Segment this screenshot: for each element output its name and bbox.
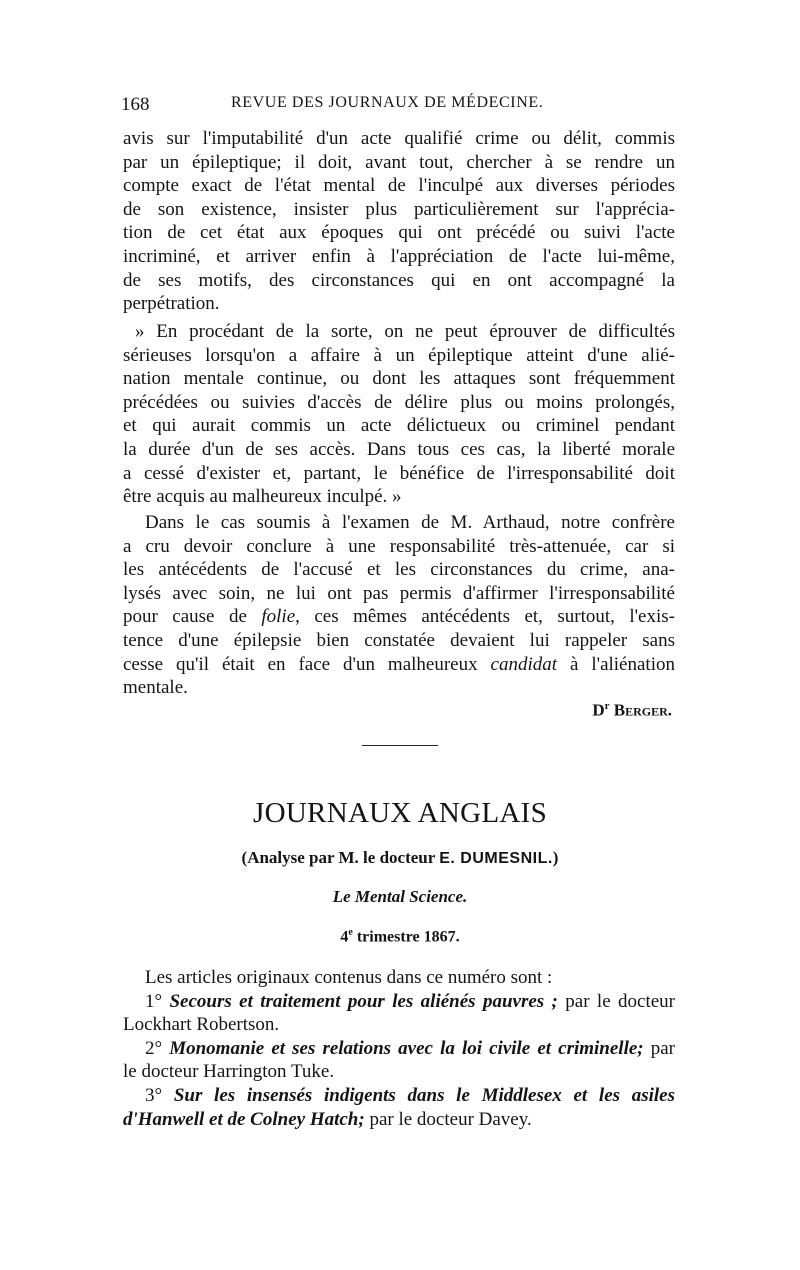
journal-name: Le Mental Science. [332,887,468,906]
text-line: la durée d'un de ses accès. Dans tous ces cas, la liberté morale [123,438,675,460]
text-line [123,605,675,629]
text-line: de ses motifs, des circonstances qui en ont accompagné la [123,269,675,291]
text-line: sérieuses lorsqu'on a affaire à un épileptique atteint d'une alié- [123,344,675,366]
text-line: compte exact de l'état mental de l'inculpé aux diverses périodes [123,175,675,197]
item-number: 2° [145,1037,170,1059]
text-line: et qui aurait commis un acte délictueux ou criminel pendant [123,415,675,437]
text-line: être acquis au malheureux inculpé. » [123,486,402,508]
byline-author: E. DUMESNIL. [439,850,553,867]
item-title: Monomanie et ses relations avec la loi civile et criminelle; [169,1037,644,1059]
list-item [123,990,675,1014]
text-line: le docteur Harrington Tuke. [123,1061,335,1083]
item-title: Sur les insensés indigents dans le Middlesex et les asiles [173,1084,676,1106]
item-number: 3° [145,1084,174,1106]
text-line: » En procédant de la sorte, on ne peut éprouver de difficultés [135,321,675,342]
text-line: Lockhart Robertson. [123,1014,280,1036]
section-title: JOURNAUX ANGLAIS [252,797,547,829]
list-item [123,1084,675,1108]
paragraph-1 [123,127,675,316]
quarter-text: trimestre 1867. [352,928,460,946]
text-line: mentale. [123,677,188,699]
paragraph-3 [123,511,675,700]
text-line: perpétration. [123,293,220,315]
text-line: lysés avec soin, ne lui ont pas permis d'affirmer l'irresponsabilité [123,582,675,604]
byline-text: (Analyse par M. le docteur [241,848,440,867]
text-line: tion de cet état aux époques qui ont précédé ou suivi l'acte [123,222,675,244]
section-byline [0,848,800,868]
item-text: par le docteur [557,990,675,1012]
paragraph-2 [123,320,675,509]
quarter-number: 4 [340,928,349,946]
item-text: par le docteur Davey. [364,1108,532,1130]
text-run: pour cause de [123,606,262,628]
item-number: 1° [145,990,170,1012]
text-line: nation mentale continue, ou dont les attaques sont fréquemment [123,368,675,390]
quarter-line [0,927,800,946]
text-line: a cru devoir conclure à une responsabilité très-attenuée, car si [123,535,675,557]
item-title: Secours et traitement pour les aliénés pauvres ; [169,990,558,1012]
paragraph-4 [123,966,675,1131]
text-run: cesse qu'il était en face d'un malheureux [123,653,491,675]
text-run: à l'aliénation [557,653,675,675]
text-line: les antécédents de l'accusé et les circonstances du crime, ana- [123,559,675,581]
text-line: de son existence, insister plus particulièrement sur l'apprécia- [123,198,675,220]
running-title: REVUE DES JOURNAUX DE MÉDECINE. [231,94,544,111]
text-line: précédées ou suivies d'accès de délire plus ou moins prolongés, [123,391,675,413]
text-line: tence d'une épilepsie bien constatée devaient lui rappeler sans [123,629,675,651]
italic-word: folie [261,606,296,628]
section-divider [362,745,438,746]
byline-close: ) [552,848,559,867]
signature-prefix: D [592,700,605,720]
text-line [123,1108,675,1132]
signature-superscript: r [604,700,610,712]
text-line [123,653,675,677]
text-run: , ces mêmes antécédents et, surtout, l'exis- [295,606,675,628]
page-number: 168 [121,94,150,115]
quarter-superscript: e [348,927,353,938]
item-text: par [643,1037,675,1059]
text-line: avis sur l'imputabilité d'un acte qualifié crime ou délit, commis [123,128,675,149]
signature-name: Berger. [613,700,672,720]
list-item [123,1037,675,1061]
item-title: d'Hanwell et de Colney Hatch; [123,1108,365,1130]
text-line: par un épileptique; il doit, avant tout, chercher à se rendre un [123,151,675,173]
text-line: a cessé d'exister et, partant, le bénéfice de l'irresponsabilité doit [123,462,675,484]
italic-word: candidat [490,653,558,675]
author-signature [592,700,672,721]
text-line: Dans le cas soumis à l'examen de M. Arthaud, notre confrère [145,512,675,533]
page-header [121,94,681,120]
text-line: incriminé, et arriver enfin à l'appréciation de l'acte lui-même, [123,245,675,267]
text-line: Les articles originaux contenus dans ce numéro sont : [145,967,553,988]
